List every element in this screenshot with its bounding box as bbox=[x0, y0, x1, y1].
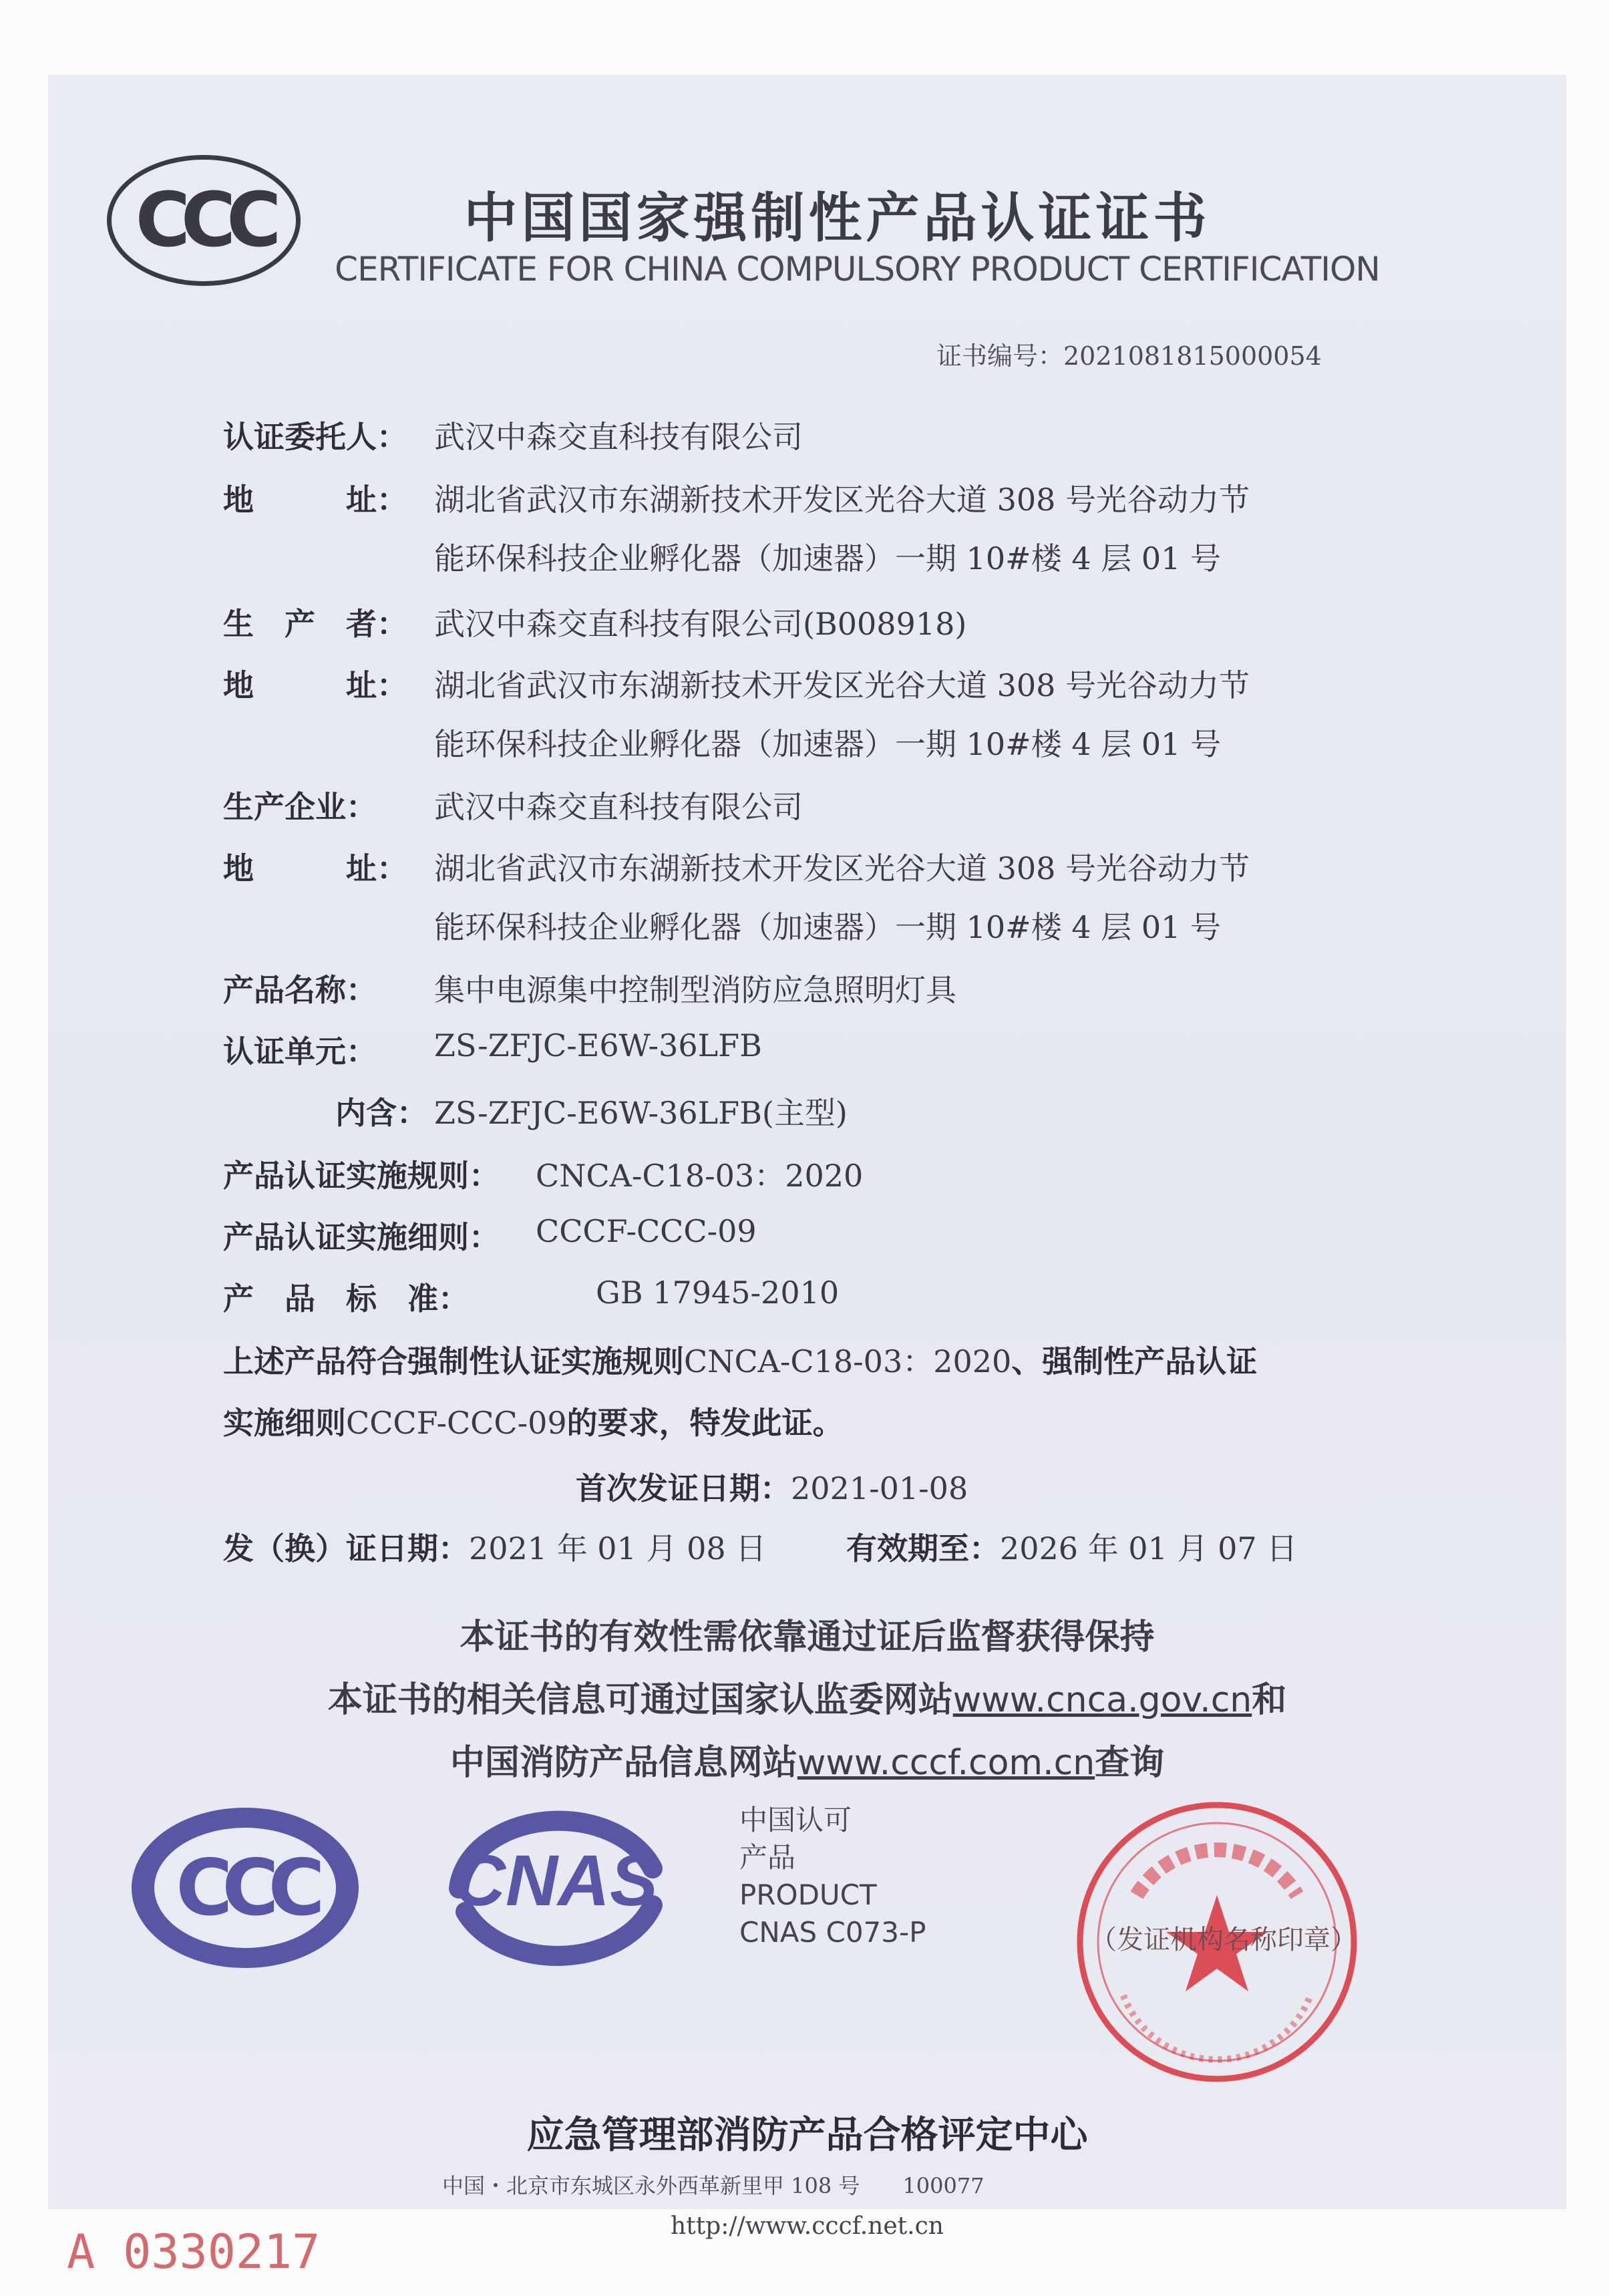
factory-label: 生产企业： bbox=[223, 789, 377, 825]
query-note-2 bbox=[48, 1734, 1566, 1784]
first-issue-value: 2021-01-08 bbox=[791, 1470, 968, 1506]
details-label: 产品认证实施细则： bbox=[223, 1219, 500, 1255]
manufacturer-value: 武汉中森交直科技有限公司(B008918) bbox=[434, 606, 967, 642]
ccc-mark-logo bbox=[132, 1808, 359, 1968]
valid-until-value: 2026 年 01 月 07 日 bbox=[1000, 1530, 1298, 1567]
ccc-logo-text: CCC bbox=[135, 177, 273, 264]
certificate-number: 证书编号：2021081815000054 bbox=[936, 341, 1322, 371]
factory-value: 武汉中森交直科技有限公司 bbox=[434, 789, 803, 825]
cert-unit-value: ZS-ZFJC-E6W-36LFB bbox=[434, 1027, 762, 1063]
statement-text: 、强制性产品认证 bbox=[1011, 1343, 1258, 1379]
address-label: 地 址： bbox=[223, 850, 407, 886]
cccf-link[interactable]: www.cccf.com.cn bbox=[797, 1743, 1095, 1783]
applicant-value: 武汉中森交直科技有限公司 bbox=[434, 419, 803, 455]
validity-note: 本证书的有效性需依靠通过证后监督获得保持 bbox=[460, 1617, 1155, 1657]
statement-line-2 bbox=[223, 1399, 844, 1443]
cnas-logo-text: CNAS bbox=[453, 1840, 659, 1921]
certificate-title-en: CERTIFICATE FOR CHINA COMPULSORY PRODUCT CERTIFICATION bbox=[335, 250, 1380, 289]
query-text: 中国消防产品信息网站 bbox=[450, 1743, 797, 1783]
address-line: 湖北省武汉市东湖新技术开发区光谷大道 308 号光谷动力节 bbox=[434, 667, 1250, 703]
issue-date-label: 发（换）证日期： bbox=[223, 1530, 469, 1567]
statement-line-1 bbox=[223, 1337, 1257, 1381]
standard-label: 产 品 标 准： bbox=[223, 1281, 469, 1317]
statement-rule: CCCF-CCC-09 bbox=[346, 1405, 567, 1441]
product-name-label: 产品名称： bbox=[223, 972, 377, 1008]
statement-rule: CNCA-C18-03：2020 bbox=[684, 1343, 1012, 1379]
product-name-value: 集中电源集中控制型消防应急照明灯具 bbox=[434, 972, 956, 1008]
cnca-link[interactable]: www.cnca.gov.cn bbox=[952, 1680, 1252, 1720]
manufacturer-label: 生 产 者： bbox=[223, 606, 407, 642]
rules-value: CNCA-C18-03：2020 bbox=[536, 1158, 864, 1194]
issuer-address: 中国・北京市东城区永外西革新里甲 108 号 100077 bbox=[442, 2173, 985, 2198]
cert-unit-label: 认证单元： bbox=[223, 1033, 377, 1070]
query-text: 和 bbox=[1252, 1680, 1287, 1720]
rules-label: 产品认证实施规则： bbox=[223, 1158, 500, 1194]
details-value: CCCF-CCC-09 bbox=[536, 1213, 757, 1249]
standard-value: GB 17945-2010 bbox=[596, 1275, 840, 1311]
issue-date-row bbox=[223, 1524, 766, 1569]
cnas-logo bbox=[432, 1788, 679, 1989]
statement-text: 上述产品符合强制性认证实施规则 bbox=[223, 1343, 684, 1379]
cnas-accreditation-text: 中国认可 产品 PRODUCT CNAS C073-P bbox=[739, 1804, 926, 1949]
address-label: 地 址： bbox=[223, 482, 407, 518]
first-issue-date bbox=[576, 1464, 968, 1508]
issuer-url[interactable]: http://www.cccf.net.cn bbox=[671, 2212, 944, 2240]
statement-text: 实施细则 bbox=[223, 1405, 346, 1441]
seal-placeholder-text: （发证机构名称印章） bbox=[1090, 1925, 1357, 1955]
valid-until-row bbox=[846, 1524, 1297, 1569]
ccc-mark-text: CCC bbox=[154, 1828, 336, 1948]
issue-date-value: 2021 年 01 月 08 日 bbox=[469, 1530, 767, 1567]
valid-until-label: 有效期至： bbox=[846, 1530, 1000, 1567]
address-line: 能环保科技企业孵化器（加速器）一期 10#楼 4 层 01 号 bbox=[434, 909, 1221, 945]
certificate-sheet bbox=[48, 75, 1566, 2240]
query-text: 本证书的相关信息可通过国家认监委网站 bbox=[327, 1680, 953, 1720]
address-line: 能环保科技企业孵化器（加速器）一期 10#楼 4 层 01 号 bbox=[434, 726, 1221, 762]
contains-label: 内含： bbox=[335, 1095, 427, 1131]
address-line: 能环保科技企业孵化器（加速器）一期 10#楼 4 层 01 号 bbox=[434, 540, 1221, 577]
applicant-label: 认证委托人： bbox=[223, 419, 407, 455]
issuing-authority: 应急管理部消防产品合格评定中心 bbox=[526, 2113, 1088, 2157]
contains-value: ZS-ZFJC-E6W-36LFB(主型) bbox=[434, 1095, 848, 1131]
address-label: 地 址： bbox=[223, 667, 407, 703]
certificate-title-cn: 中国国家强制性产品认证证书 bbox=[464, 187, 1211, 249]
serial-number: A 0330217 bbox=[67, 2225, 321, 2279]
statement-text: 的要求，特发此证。 bbox=[566, 1405, 844, 1441]
first-issue-label: 首次发证日期： bbox=[576, 1470, 791, 1506]
address-line: 湖北省武汉市东湖新技术开发区光谷大道 308 号光谷动力节 bbox=[434, 482, 1250, 518]
address-line: 湖北省武汉市东湖新技术开发区光谷大道 308 号光谷动力节 bbox=[434, 850, 1250, 886]
query-text: 查询 bbox=[1095, 1743, 1165, 1783]
query-note-1 bbox=[48, 1671, 1566, 1721]
